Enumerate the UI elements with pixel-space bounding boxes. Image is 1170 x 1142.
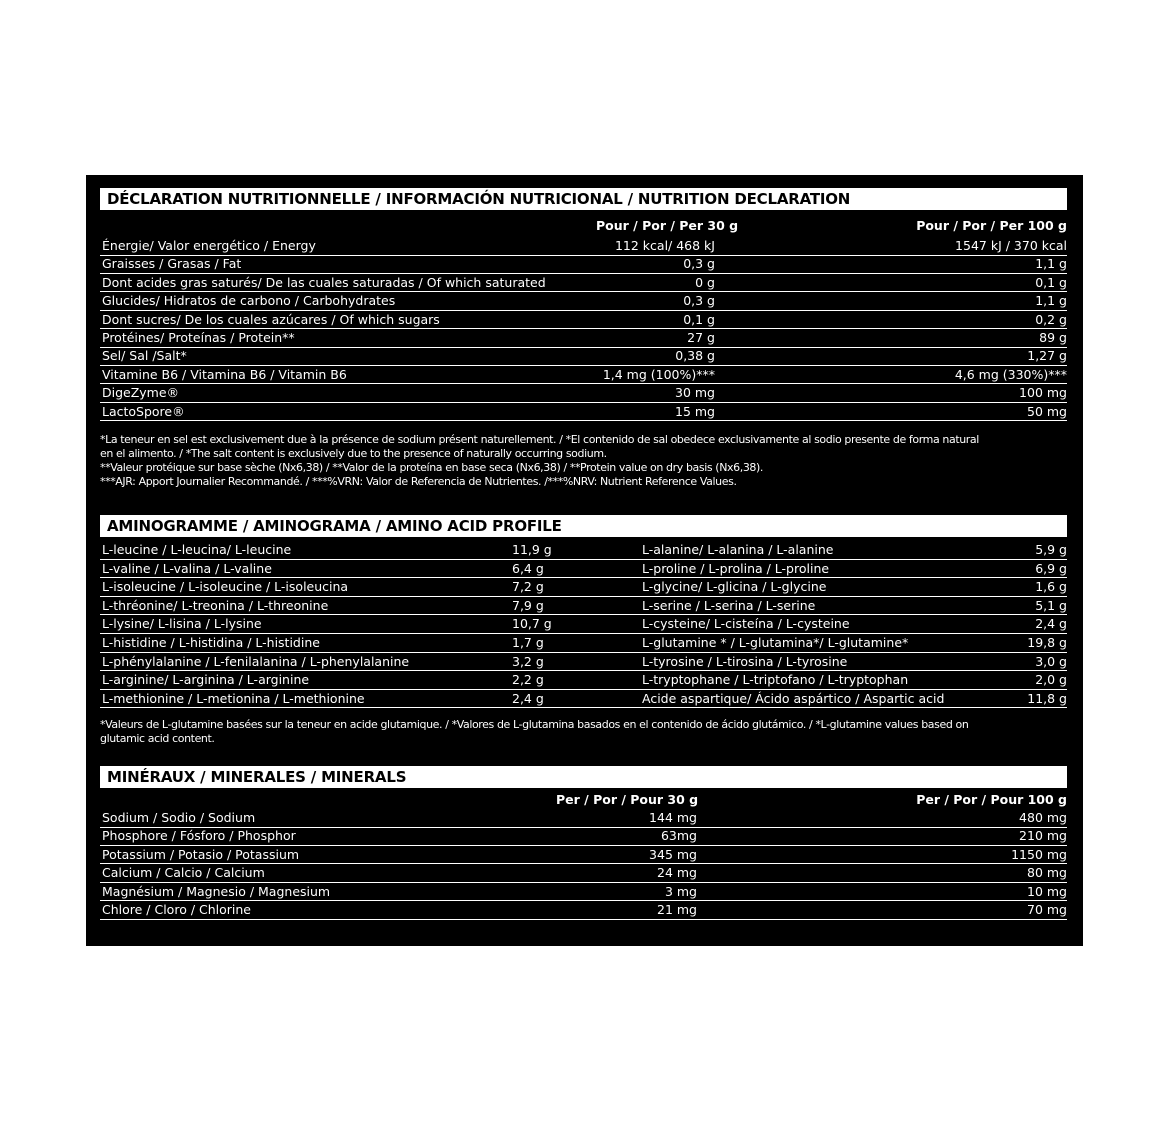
amino-row	[100, 578, 1067, 597]
amino-value: 6,9 g	[1035, 560, 1067, 576]
nutrition-row	[100, 237, 1067, 256]
amino-value: 19,8 g	[1027, 635, 1067, 650]
mineral-label: Sodium / Sodio / Sodium	[102, 810, 256, 825]
nutrient-label: Vitamine B6 / Vitamina B6 / Vitamin B6	[102, 366, 347, 382]
nutrition-row	[100, 347, 1067, 366]
value-per-30g: 0,3 g	[683, 293, 715, 309]
mineral-label: Calcium / Calcio / Calcium	[102, 865, 265, 881]
amino-value: 5,9 g	[1035, 542, 1067, 557]
nutrition-col-100g: Pour / Por / Per 100 g	[916, 218, 1067, 233]
amino-value: 2,2 g	[512, 672, 544, 688]
amino-row	[100, 671, 1067, 690]
footnote-line: *Valeurs de L-glutamine basées sur la teneur en acide glutamique. / *Valores de L-glutamina basados en el contenido de ácido glutámico. / *L-glutamine values based on	[100, 718, 969, 731]
nutrition-row	[100, 329, 1067, 348]
nutrient-label: Sel/ Sal /Salt*	[102, 348, 187, 364]
mineral-row	[100, 901, 1067, 920]
nutrition-row	[100, 384, 1067, 403]
nutrient-label: Glucides/ Hidratos de carbono / Carbohydrates	[102, 293, 396, 309]
value-per-100g: 10 mg	[1027, 883, 1067, 899]
value-per-100g: 50 mg	[1027, 403, 1067, 419]
value-per-30g: 345 mg	[649, 846, 697, 862]
value-per-100g: 1,27 g	[1027, 348, 1067, 364]
nutrient-label: LactoSpore®	[102, 403, 185, 419]
nutrition-row	[100, 366, 1067, 385]
value-per-100g: 80 mg	[1027, 865, 1067, 881]
amino-value: 11,8 g	[1027, 690, 1067, 706]
amino-value: 1,7 g	[512, 635, 544, 650]
minerals-col-30g: Per / Por / Pour 30 g	[556, 792, 699, 807]
value-per-30g: 63mg	[660, 828, 697, 844]
amino-value: 7,9 g	[512, 597, 544, 613]
value-per-100g: 70 mg	[1027, 902, 1067, 917]
amino-value: 7,2 g	[512, 579, 544, 595]
value-per-100g: 100 mg	[1019, 385, 1067, 401]
mineral-label: Magnésium / Magnesio / Magnesium	[102, 883, 331, 899]
value-per-100g: 0,1 g	[1035, 274, 1067, 290]
amino-value: 2,4 g	[512, 690, 544, 706]
value-per-30g: 21 mg	[657, 902, 697, 917]
amino-label: L-cysteine/ L-cisteína / L-cysteine	[642, 616, 850, 632]
amino-row	[100, 615, 1067, 634]
nutrition-header: DÉCLARATION NUTRITIONNELLE / INFORMACIÓN NUTRICIONAL / NUTRITION DECLARATION	[100, 188, 1067, 210]
value-per-100g: 480 mg	[1019, 810, 1067, 825]
nutrient-label: Dont sucres/ De los cuales azúcares / Of which sugars	[102, 311, 440, 327]
value-per-30g: 24 mg	[657, 865, 697, 881]
value-per-30g: 0 g	[695, 274, 715, 290]
amino-label: L-lysine/ L-lisina / L-lysine	[102, 616, 262, 632]
footnote-line: **Valeur protéique sur base sèche (Nx6,38) / **Valor de la proteína en base seca (Nx6,38) / **Protein value on dry basis (Nx6,38).	[100, 461, 764, 474]
amino-footnotes	[100, 718, 1067, 746]
footnote-line: glutamic acid content.	[100, 732, 215, 745]
amino-header: AMINOGRAMME / AMINOGRAMA / AMINO ACID PROFILE	[100, 515, 1067, 537]
footnote-line: en el alimento. / *The salt content is exclusively due to the presence of naturally occurring sodium.	[100, 447, 607, 460]
mineral-label: Phosphore / Fósforo / Phosphor	[102, 828, 296, 844]
value-per-30g: 0,38 g	[675, 348, 715, 364]
value-per-30g: 0,1 g	[683, 311, 715, 327]
amino-label: L-leucine / L-leucina/ L-leucine	[102, 542, 292, 557]
amino-row	[100, 541, 1067, 560]
value-per-30g: 112 kcal/ 468 kJ	[614, 238, 715, 253]
amino-row	[100, 560, 1067, 579]
nutrition-row	[100, 311, 1067, 330]
value-per-30g: 1,4 mg (100%)***	[602, 366, 715, 382]
value-per-100g: 1150 mg	[1011, 846, 1067, 862]
amino-value: 3,0 g	[1035, 653, 1067, 669]
amino-label: L-serine / L-serina / L-serine	[642, 597, 816, 613]
amino-value: 5,1 g	[1035, 597, 1067, 613]
amino-row	[100, 634, 1067, 653]
value-per-30g: 27 g	[687, 330, 715, 345]
amino-value: 3,2 g	[512, 653, 544, 669]
mineral-row	[100, 864, 1067, 883]
value-per-100g: 210 mg	[1019, 828, 1067, 844]
nutrition-col-30g: Pour / Por / Per 30 g	[596, 218, 739, 233]
nutrition-row	[100, 255, 1067, 274]
value-per-100g: 1547 kJ / 370 kcal	[955, 238, 1067, 253]
amino-label: L-phénylalanine / L-fenilalanina / L-phenylalanine	[102, 653, 410, 669]
nutrient-label: Protéines/ Proteínas / Protein**	[102, 330, 295, 345]
amino-label: Acide aspartique/ Ácido aspártico / Aspartic acid	[642, 690, 945, 706]
amino-label: L-isoleucine / L-isoleucine / L-isoleucina	[102, 579, 349, 595]
mineral-label: Chlore / Cloro / Chlorine	[102, 902, 251, 917]
amino-value: 1,6 g	[1035, 579, 1067, 595]
nutrient-label: Dont acides gras saturés/ De las cuales saturadas / Of which saturated	[102, 274, 546, 290]
nutrition-row	[100, 274, 1067, 293]
value-per-30g: 3 mg	[664, 883, 697, 899]
amino-label: L-thréonine/ L-treonina / L-threonine	[102, 597, 329, 613]
amino-label: L-proline / L-prolina / L-proline	[642, 560, 830, 576]
amino-label: L-alanine/ L-alanina / L-alanine	[642, 542, 834, 557]
amino-label: L-histidine / L-histidina / L-histidine	[102, 635, 320, 650]
amino-label: L-valine / L-valina / L-valine	[102, 560, 272, 576]
value-per-30g: 144 mg	[649, 810, 697, 825]
amino-label: L-arginine/ L-arginina / L-arginine	[102, 672, 310, 688]
nutrient-label: DigeZyme®	[102, 385, 180, 401]
nutrition-row	[100, 292, 1067, 311]
nutrient-label: Énergie/ Valor energético / Energy	[102, 238, 316, 253]
value-per-100g: 4,6 mg (330%)***	[954, 366, 1067, 382]
minerals-header: MINÉRAUX / MINERALES / MINERALS	[100, 766, 1067, 788]
nutrition-panel	[86, 175, 1083, 946]
minerals-col-100g: Per / Por / Pour 100 g	[916, 792, 1067, 807]
value-per-100g: 1,1 g	[1035, 293, 1067, 309]
mineral-row	[100, 809, 1067, 828]
amino-row	[100, 690, 1067, 709]
value-per-100g: 89 g	[1039, 330, 1067, 345]
nutrient-label: Graisses / Grasas / Fat	[102, 256, 242, 272]
amino-label: L-tryptophane / L-triptofano / L-tryptophan	[642, 672, 909, 688]
amino-label: L-glycine/ L-glicina / L-glycine	[642, 579, 827, 595]
value-per-30g: 30 mg	[675, 385, 715, 401]
value-per-30g: 15 mg	[675, 403, 715, 419]
amino-label: L-methionine / L-metionina / L-methionine	[102, 690, 365, 706]
amino-row	[100, 597, 1067, 616]
value-per-100g: 1,1 g	[1035, 256, 1067, 272]
footnote-line: ***AJR: Apport Journalier Recommandé. / ***%VRN: Valor de Referencia de Nutrientes. /***%NRV: Nutrient Reference Values.	[100, 475, 737, 488]
mineral-row	[100, 846, 1067, 865]
mineral-row	[100, 827, 1067, 846]
value-per-100g: 0,2 g	[1035, 311, 1067, 327]
amino-label: L-tyrosine / L-tirosina / L-tyrosine	[642, 653, 848, 669]
amino-value: 2,4 g	[1035, 616, 1067, 632]
mineral-row	[100, 883, 1067, 902]
amino-value: 10,7 g	[512, 616, 552, 632]
nutrition-footnotes	[100, 433, 1067, 489]
amino-row	[100, 653, 1067, 672]
amino-value: 6,4 g	[512, 560, 544, 576]
amino-label: L-glutamine * / L-glutamina*/ L-glutamine*	[642, 635, 909, 650]
amino-value: 2,0 g	[1035, 672, 1067, 688]
value-per-30g: 0,3 g	[683, 256, 715, 272]
amino-value: 11,9 g	[512, 542, 552, 557]
nutrition-row	[100, 403, 1067, 422]
mineral-label: Potassium / Potasio / Potassium	[102, 846, 300, 862]
footnote-line: *La teneur en sel est exclusivement due à la présence de sodium présent naturellement. / *El contenido de sal obedece exclusivamente al sodio presente de forma natural	[100, 433, 979, 446]
